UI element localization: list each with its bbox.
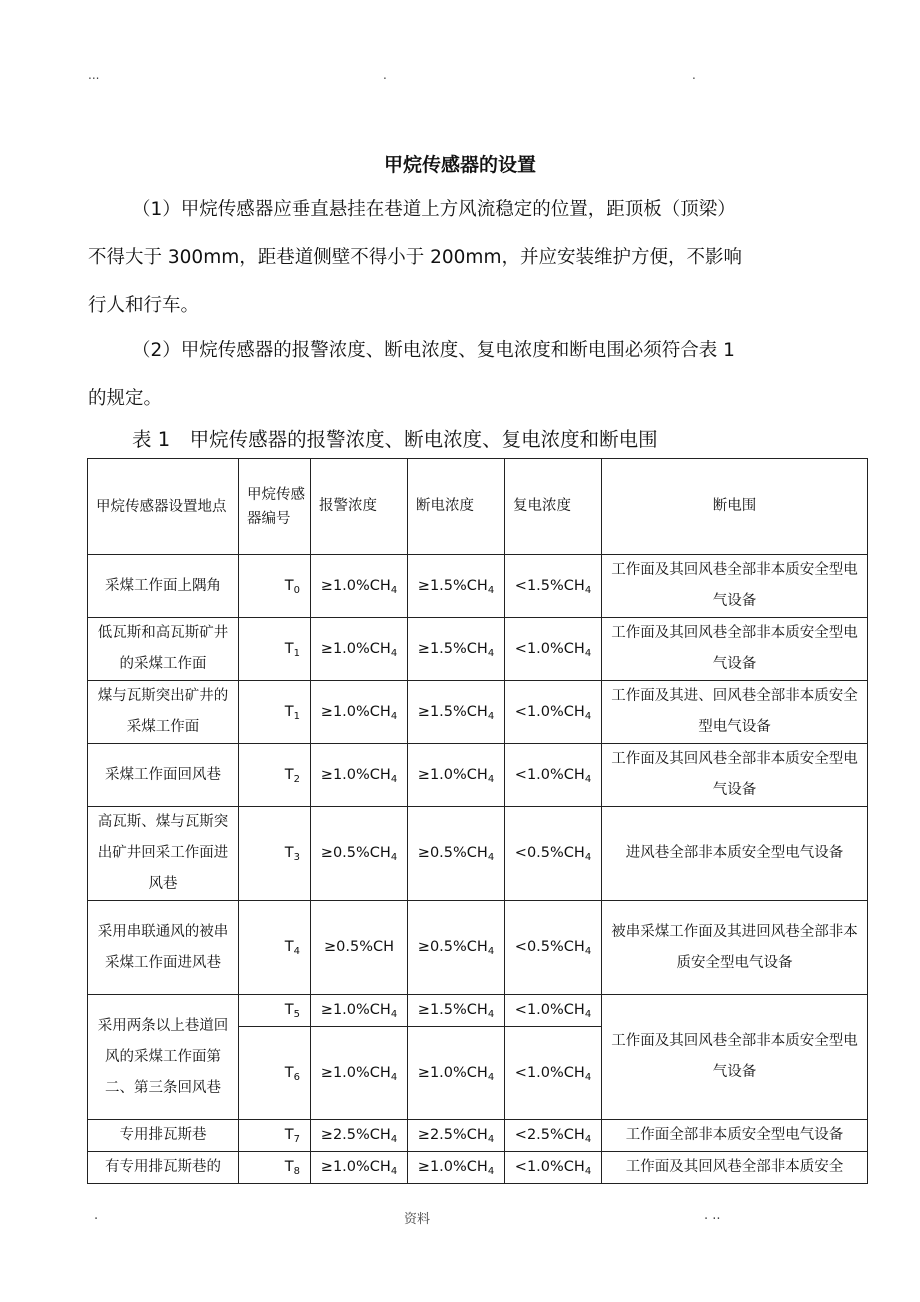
cell-code: $T_5$ <box>239 995 311 1027</box>
cell-cutoff: $\ge 1.5\%CH_4$ <box>408 681 505 744</box>
cell-location: 有专用排瓦斯巷的 <box>88 1152 239 1184</box>
cell-cutoff: $\ge 1.5\%CH_4$ <box>408 995 505 1027</box>
cell-restore: $<0.5\%CH_4$ <box>505 807 602 901</box>
footer-left-mark: . <box>94 1208 99 1223</box>
cell-cutoff: $\ge 0.5\%CH_4$ <box>408 807 505 901</box>
cell-location: 采用两条以上巷道回风的采煤工作面第二、第三条回风巷 <box>88 995 239 1120</box>
methane-sensor-table <box>87 458 868 1184</box>
paragraph-1-line-2: 不得大于 300mm，距巷道侧壁不得小于 200mm，并应安装维护方便，不影响 <box>88 247 742 268</box>
cell-location: 采煤工作面回风巷 <box>88 744 239 807</box>
cell-restore: $<1.5\%CH_4$ <box>505 555 602 618</box>
cell-location: 低瓦斯和高瓦斯矿井的采煤工作面 <box>88 618 239 681</box>
footer-center-label: 资料 <box>404 1212 431 1227</box>
cell-restore: $<1.0\%CH_4$ <box>505 681 602 744</box>
cell-range: 进风巷全部非本质安全型电气设备 <box>602 807 868 901</box>
cell-alarm: $\ge 1.0\%CH_4$ <box>311 744 408 807</box>
cell-range: 工作面及其回风巷全部非本质安全 <box>602 1152 868 1184</box>
cell-cutoff: $\ge 2.5\%CH_4$ <box>408 1120 505 1152</box>
header-alarm: 报警浓度 <box>311 459 408 555</box>
header-code: 甲烷传感器编号 <box>239 459 311 555</box>
paragraph-1-line-3: 行人和行车。 <box>88 295 200 316</box>
header-cutoff: 断电浓度 <box>408 459 505 555</box>
cell-cutoff: $\ge 1.5\%CH_4$ <box>408 618 505 681</box>
table-row <box>88 744 868 807</box>
cell-restore: $<0.5\%CH_4$ <box>505 901 602 995</box>
cell-alarm: ≥0.5%CH <box>311 901 408 995</box>
cell-code: $T_0$ <box>239 555 311 618</box>
header-range: 断电围 <box>602 459 868 555</box>
cell-code: $T_7$ <box>239 1120 311 1152</box>
cell-alarm: $\ge 2.5\%CH_4$ <box>311 1120 408 1152</box>
cell-code: $T_6$ <box>239 1027 311 1120</box>
cell-code: $T_1$ <box>239 618 311 681</box>
table-row <box>88 681 868 744</box>
cell-range: 工作面及其进、回风巷全部非本质安全型电气设备 <box>602 681 868 744</box>
cell-range: 工作面及其回风巷全部非本质安全型电气设备 <box>602 618 868 681</box>
cell-cutoff: $\ge 1.5\%CH_4$ <box>408 555 505 618</box>
paragraph-2-line-1: （2）甲烷传感器的报警浓度、断电浓度、复电浓度和断电围必须符合表 1 <box>132 340 735 361</box>
cell-location: 煤与瓦斯突出矿井的采煤工作面 <box>88 681 239 744</box>
header-left-mark: ... <box>88 68 100 82</box>
table-caption: 表 1 甲烷传感器的报警浓度、断电浓度、复电浓度和断电围 <box>132 428 658 451</box>
cell-range: 工作面及其回风巷全部非本质安全型电气设备 <box>602 744 868 807</box>
table-row <box>88 901 868 995</box>
cell-range: 工作面及其回风巷全部非本质安全型电气设备 <box>602 555 868 618</box>
table-header-row <box>88 459 868 555</box>
table-row <box>88 618 868 681</box>
cell-code: $T_3$ <box>239 807 311 901</box>
cell-code: $T_8$ <box>239 1152 311 1184</box>
cell-location: 专用排瓦斯巷 <box>88 1120 239 1152</box>
table-row <box>88 807 868 901</box>
cell-alarm: $\ge 1.0\%CH_4$ <box>311 1027 408 1120</box>
paragraph-1 <box>88 186 836 330</box>
cell-restore: $<2.5\%CH_4$ <box>505 1120 602 1152</box>
cell-code: $T_2$ <box>239 744 311 807</box>
cell-cutoff: $\ge 1.0\%CH_4$ <box>408 1027 505 1120</box>
cell-cutoff: $\ge 1.0\%CH_4$ <box>408 744 505 807</box>
cell-restore: $<1.0\%CH_4$ <box>505 1152 602 1184</box>
paragraph-2-line-2: 的规定。 <box>88 388 163 409</box>
cell-restore: $<1.0\%CH_4$ <box>505 1027 602 1120</box>
cell-range: 工作面及其回风巷全部非本质安全型电气设备 <box>602 995 868 1120</box>
header-restore: 复电浓度 <box>505 459 602 555</box>
paragraph-1-line-1: （1）甲烷传感器应垂直悬挂在巷道上方风流稳定的位置，距顶板（顶梁） <box>132 199 736 220</box>
cell-restore: $<1.0\%CH_4$ <box>505 744 602 807</box>
cell-alarm: $\ge 1.0\%CH_4$ <box>311 995 408 1027</box>
paragraph-2 <box>88 327 836 423</box>
table-row <box>88 1120 868 1152</box>
cell-cutoff: $\ge 0.5\%CH_4$ <box>408 901 505 995</box>
cell-alarm: $\ge 1.0\%CH_4$ <box>311 1152 408 1184</box>
table-row <box>88 1152 868 1184</box>
cell-location: 采煤工作面上隅角 <box>88 555 239 618</box>
table-row <box>88 995 868 1027</box>
table-row <box>88 555 868 618</box>
cell-location: 采用串联通风的被串采煤工作面进风巷 <box>88 901 239 995</box>
cell-alarm: $\ge 1.0\%CH_4$ <box>311 618 408 681</box>
header-location: 甲烷传感器设置地点 <box>88 459 239 555</box>
header-right-mark: . <box>692 68 696 82</box>
document-title: 甲烷传感器的设置 <box>383 154 536 176</box>
header-center-mark: . <box>383 68 387 82</box>
cell-cutoff: $\ge 1.0\%CH_4$ <box>408 1152 505 1184</box>
cell-code: $T_1$ <box>239 681 311 744</box>
cell-restore: $<1.0\%CH_4$ <box>505 618 602 681</box>
cell-alarm: $\ge 1.0\%CH_4$ <box>311 555 408 618</box>
footer-right-mark: . .. <box>704 1208 721 1223</box>
cell-restore: $<1.0\%CH_4$ <box>505 995 602 1027</box>
cell-alarm: $\ge 1.0\%CH_4$ <box>311 681 408 744</box>
cell-code: $T_4$ <box>239 901 311 995</box>
cell-range: 被串采煤工作面及其进回风巷全部非本质安全型电气设备 <box>602 901 868 995</box>
cell-range: 工作面全部非本质安全型电气设备 <box>602 1120 868 1152</box>
cell-location: 高瓦斯、煤与瓦斯突出矿井回采工作面进风巷 <box>88 807 239 901</box>
cell-alarm: $\ge 0.5\%CH_4$ <box>311 807 408 901</box>
